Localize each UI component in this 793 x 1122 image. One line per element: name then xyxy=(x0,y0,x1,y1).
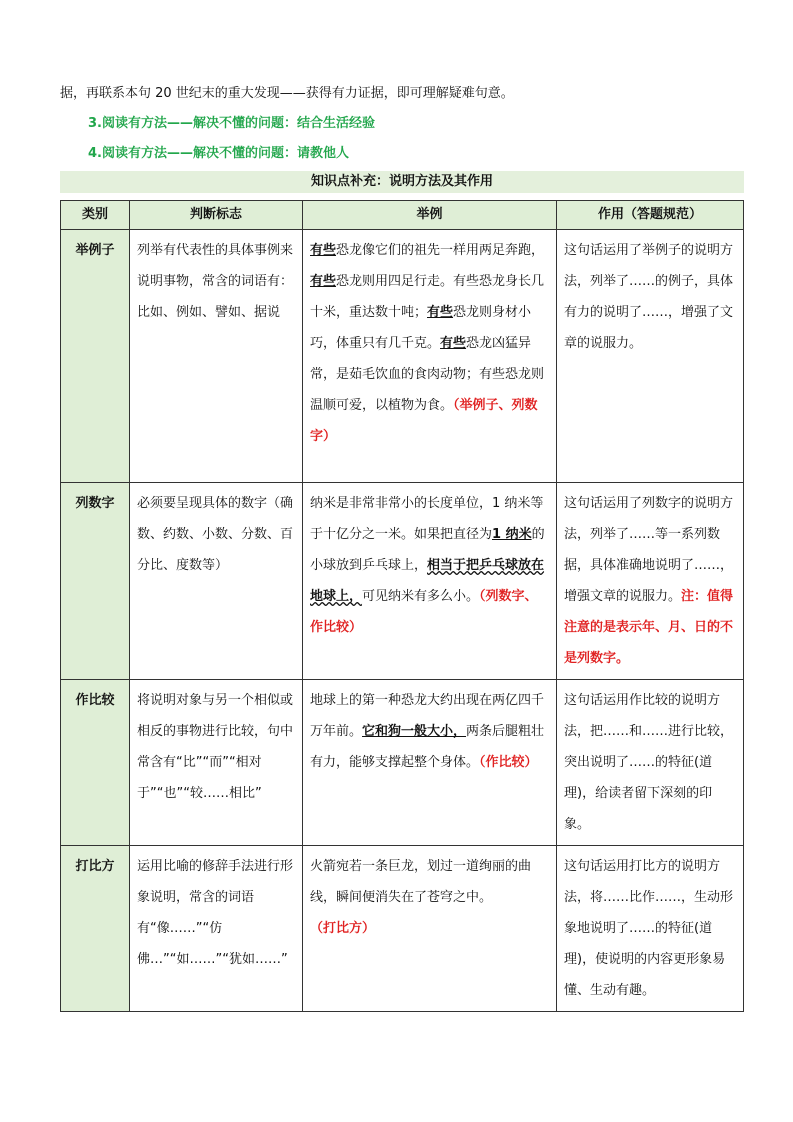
keyword: 有些 xyxy=(310,243,337,258)
row-category: 作比较 xyxy=(61,680,130,846)
explanation-methods-table xyxy=(60,200,744,1012)
example-text: 的小球放到乒乓球上， xyxy=(310,527,545,573)
example-text: 恐龙则身材小巧，体重只有几千克。 xyxy=(310,305,532,351)
table-row xyxy=(61,846,744,1012)
row-category: 列数字 xyxy=(61,483,130,680)
intro-line: 据，再联系本句 20 世纪末的重大发现——获得有力证据，即可理解疑难句意。 xyxy=(60,86,514,101)
effect-note: 注：值得注意的是表示年、月、日的不是列数字。 xyxy=(564,589,734,666)
method-heading-3: 3.阅读有方法——解决不懂的问题：结合生活经验 xyxy=(88,116,375,131)
row-effect: 这句话运用了举例子的说明方法，列举了……的例子，具体有力的说明了……，增强了文章的说服力。 xyxy=(557,230,744,483)
method-tag: （打比方） xyxy=(310,921,376,936)
row-category: 举例子 xyxy=(61,230,130,483)
method-tag: （作比较） xyxy=(479,755,538,770)
example-text: 纳米是非常非常小的长度单位，1 纳米等于十亿分之一米。如果把直径为 xyxy=(310,496,544,542)
example-text: 可见纳米有多么小。 xyxy=(362,589,480,604)
row-marker: 运用比喻的修辞手法进行形象说明，常含的词语有“像……”“仿佛…”“如……”“犹如……” xyxy=(130,846,303,1012)
header-marker: 判断标志 xyxy=(130,201,303,230)
table-banner-title: 知识点补充：说明方法及其作用 xyxy=(60,171,744,193)
row-category: 打比方 xyxy=(61,846,130,1012)
row-example xyxy=(303,680,557,846)
table-header-row xyxy=(61,201,744,230)
table-row xyxy=(61,680,744,846)
keyword: 有些 xyxy=(310,274,337,289)
example-text: 恐龙像它们的祖先一样用两足奔跑， xyxy=(336,243,545,258)
keyword: 有些 xyxy=(427,305,454,320)
example-text: 火箭宛若一条巨龙，划过一道绚丽的曲线，瞬间便消失在了苍穹之中。 xyxy=(310,859,532,905)
row-example xyxy=(303,483,557,680)
table-row xyxy=(61,483,744,680)
header-effect: 作用（答题规范） xyxy=(557,201,744,230)
method-tag: （举例子、列数字） xyxy=(310,398,538,444)
keyword: 它和狗一般大小， xyxy=(362,724,467,739)
header-category: 类别 xyxy=(61,201,130,230)
row-effect xyxy=(557,483,744,680)
row-effect: 这句话运用打比方的说明方法，将……比作……，生动形象地说明了……的特征(道理)，使说明的内容更形象易懂、生动有趣。 xyxy=(557,846,744,1012)
row-example xyxy=(303,230,557,483)
keyword: 有些 xyxy=(440,336,467,351)
row-marker: 将说明对象与另一个相似或相反的事物进行比较，句中常含有“比”“而”“相对于”“也”“较……相比” xyxy=(130,680,303,846)
effect-text: 这句话运用了列数字的说明方法，列举了……等一系列数据，具体准确地说明了……，增强文章的说服力。 xyxy=(564,496,734,604)
example-text: 恐龙凶猛异常，是茹毛饮血的食肉动物；有些恐龙则温顺可爱，以植物为食。 xyxy=(310,336,545,413)
method-heading-4: 4.阅读有方法——解决不懂的问题：请教他人 xyxy=(88,146,349,161)
row-marker: 列举有代表性的具体事例来说明事物，常含的词语有：比如、例如、譬如、据说 xyxy=(130,230,303,483)
table-row xyxy=(61,230,744,483)
keyword: 相当于把乒乓球放在地球上， xyxy=(310,558,545,604)
row-effect: 这句话运用作比较的说明方法，把……和……进行比较，突出说明了……的特征(道理)，给读者留下深刻的印象。 xyxy=(557,680,744,846)
example-text: 地球上的第一种恐龙大约出现在两亿四千万年前。 xyxy=(310,693,545,739)
example-text: 两条后腿粗壮有力，能够支撑起整个身体。 xyxy=(310,724,545,770)
method-tag: （列数字、作比较） xyxy=(310,589,538,635)
keyword: 1 纳米 xyxy=(492,527,532,542)
row-marker: 必须要呈现具体的数字（确数、约数、小数、分数、百分比、度数等） xyxy=(130,483,303,680)
example-text: 恐龙则用四足行走。有些恐龙身长几十米，重达数十吨； xyxy=(310,274,545,320)
header-example: 举例 xyxy=(303,201,557,230)
row-example xyxy=(303,846,557,1012)
